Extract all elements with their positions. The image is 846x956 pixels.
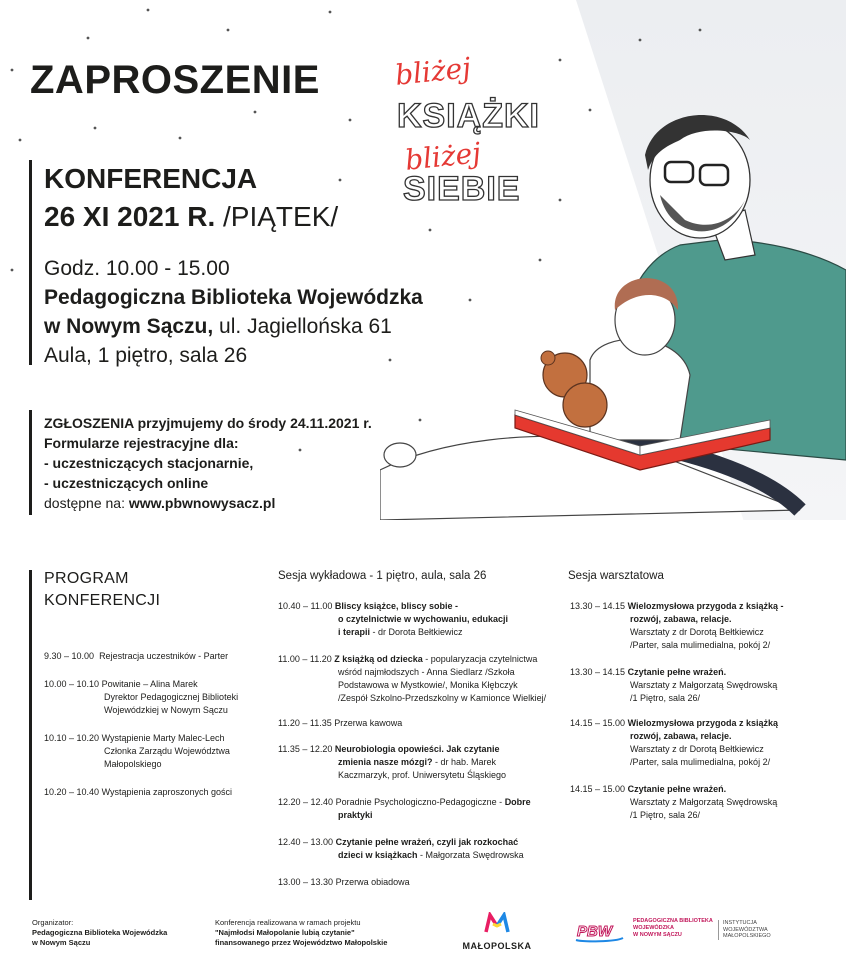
workshop-item: 14.15 – 15.00 Wielozmysłowa przygoda z książką rozwój, zabawa, relacje. Warsztaty z dr Dorotą Bełtkiewicz /Parter, sala mulimedialna, pokój 2/ bbox=[570, 718, 779, 767]
program-item: 9.30 – 10.00 Rejestracja uczestników - Parter bbox=[44, 651, 229, 661]
lecture-item: 11.35 – 12.20 Neurobiologia opowieści. Jak czytanie zmienia nasze mózgi? - dr hab. Marek Kaczmarzyk, prof. Uniwersytetu Śląskiego bbox=[278, 744, 507, 780]
institution-label: INSTYTUCJA WOJEWÓDZTWA MAŁOPOLSKIEGO bbox=[718, 920, 771, 940]
logo-line4: SIEBIE bbox=[403, 170, 521, 208]
program-item: 10.20 – 10.40 Wystąpienia zaproszonych gości bbox=[44, 787, 233, 797]
page-title: ZAPROSZENIE bbox=[30, 58, 320, 102]
program-item: 10.00 – 10.10 Powitanie – Alina Marek Dyrektor Pedagogicznej Biblioteki Wojewódzkiej w Nowym Sączu bbox=[44, 679, 239, 715]
accent-bar-top bbox=[29, 160, 32, 365]
registration-forms: Formularze rejestracyjne dla: bbox=[44, 435, 239, 451]
library-city: w Nowym Sączu, bbox=[44, 315, 214, 338]
registration-stationary: - uczestniczących stacjonarnie, bbox=[44, 455, 254, 471]
svg-text:PBW: PBW bbox=[577, 923, 612, 940]
lecture-item: 12.20 – 12.40 Poradnie Psychologiczno-Pedagogiczne - Dobre praktyki bbox=[278, 797, 531, 820]
program-item: 10.10 – 10.20 Wystąpienie Marty Malec-Lech Członka Zarządu Województwa Małopolskiego bbox=[44, 733, 230, 769]
malopolska-m-icon bbox=[484, 912, 510, 934]
venue-block bbox=[44, 254, 423, 370]
registration-available: dostępne na: bbox=[44, 495, 129, 511]
malopolska-logo: MAŁOPOLSKA bbox=[462, 912, 532, 951]
registration-deadline: ZGŁOSZENIA przyjmujemy do środy 24.11.2021 r. bbox=[44, 415, 372, 431]
program-opening-list bbox=[44, 650, 270, 814]
lecture-item: 11.20 – 11.35 Przerwa kawowa bbox=[278, 718, 403, 728]
program-title: PROGRAM KONFERENCJI bbox=[44, 570, 161, 609]
conference-date: 26 XI 2021 R. bbox=[44, 201, 216, 232]
accent-bar-program bbox=[29, 570, 32, 900]
library-name: Pedagogiczna Biblioteka Wojewódzka bbox=[44, 286, 423, 309]
lecture-item: 12.40 – 13.00 Czytanie pełne wrażeń, czyli jak rozkochać dzieci w książkach - Małgorzata Swędrowska bbox=[278, 837, 524, 860]
pbw-name: PEDAGOGICZNA BIBLIOTEKA WOJEWÓDZKA W NOWYM SĄCZU bbox=[633, 918, 713, 938]
workshop-session-heading: Sesja warsztatowa bbox=[568, 570, 664, 582]
project-info: Konferencja realizowana w ramach projektu "Najmłodsi Małopolanie lubią czytanie" finansowanego przez Województwo Małopolskie bbox=[215, 918, 388, 947]
hours: Godz. 10.00 - 15.00 bbox=[44, 257, 230, 280]
website-link[interactable]: www.pbwnowysacz.pl bbox=[128, 495, 276, 511]
organizer-info: Organizator: Pedagogiczna Biblioteka Wojewódzka w Nowym Sączu bbox=[32, 918, 168, 947]
lecture-item: 13.00 – 13.30 Przerwa obiadowa bbox=[278, 877, 410, 887]
logo-line1: bliżej bbox=[393, 51, 473, 92]
pbw-logo bbox=[573, 918, 625, 946]
workshop-item: 13.30 – 14.15 Czytanie pełne wrażeń. Warsztaty z Małgorzatą Swędrowską /1 Piętro, sala 26/ bbox=[570, 667, 778, 703]
logo-line3: bliżej bbox=[403, 136, 483, 177]
workshop-item: 14.15 – 15.00 Czytanie pełne wrażeń. Warsztaty z Małgorzatą Swędrowską /1 Piętro, sala 26/ bbox=[570, 784, 778, 820]
library-street: ul. Jagiellońska 61 bbox=[213, 315, 392, 338]
registration-online: - uczestniczących online bbox=[44, 475, 209, 491]
father-daughter-reading-illustration bbox=[380, 110, 846, 520]
lecture-item: 10.40 – 11.00 Bliscy książce, bliscy sobie - o czytelnictwie w wychowaniu, edukacji i terapii - dr Dorota Bełtkiewicz bbox=[278, 601, 509, 637]
lecture-session-heading: Sesja wykładowa - 1 piętro, aula, sala 26 bbox=[278, 570, 487, 582]
conference-date-row bbox=[44, 198, 338, 236]
conference-label: KONFERENCJA bbox=[44, 163, 258, 194]
workshop-item: 13.30 – 14.15 Wielozmysłowa przygoda z książką - rozwój, zabawa, relacje. Warsztaty z dr Dorotą Bełtkiewicz /Parter, sala mulimedialna, pokój 2/ bbox=[570, 601, 784, 650]
lecture-item: 11.00 – 11.20 Z książką od dziecka - popularyzacja czytelnictwa wśród najmłodszych - Anna Siedlarz /Szkoła Podstawowa w Mystkowie/, Monika Kłębczyk /Zespół Szkolno-Przedszkolny w Kamionce Wielkiej/ bbox=[278, 654, 547, 703]
conference-day: /PIĄTEK/ bbox=[223, 201, 339, 232]
conference-block bbox=[44, 160, 338, 236]
registration-block bbox=[44, 413, 424, 513]
accent-bar-registration bbox=[29, 410, 32, 515]
room: Aula, 1 piętro, sala 26 bbox=[44, 344, 248, 367]
logo-line2: KSIĄŻKI bbox=[397, 97, 540, 135]
